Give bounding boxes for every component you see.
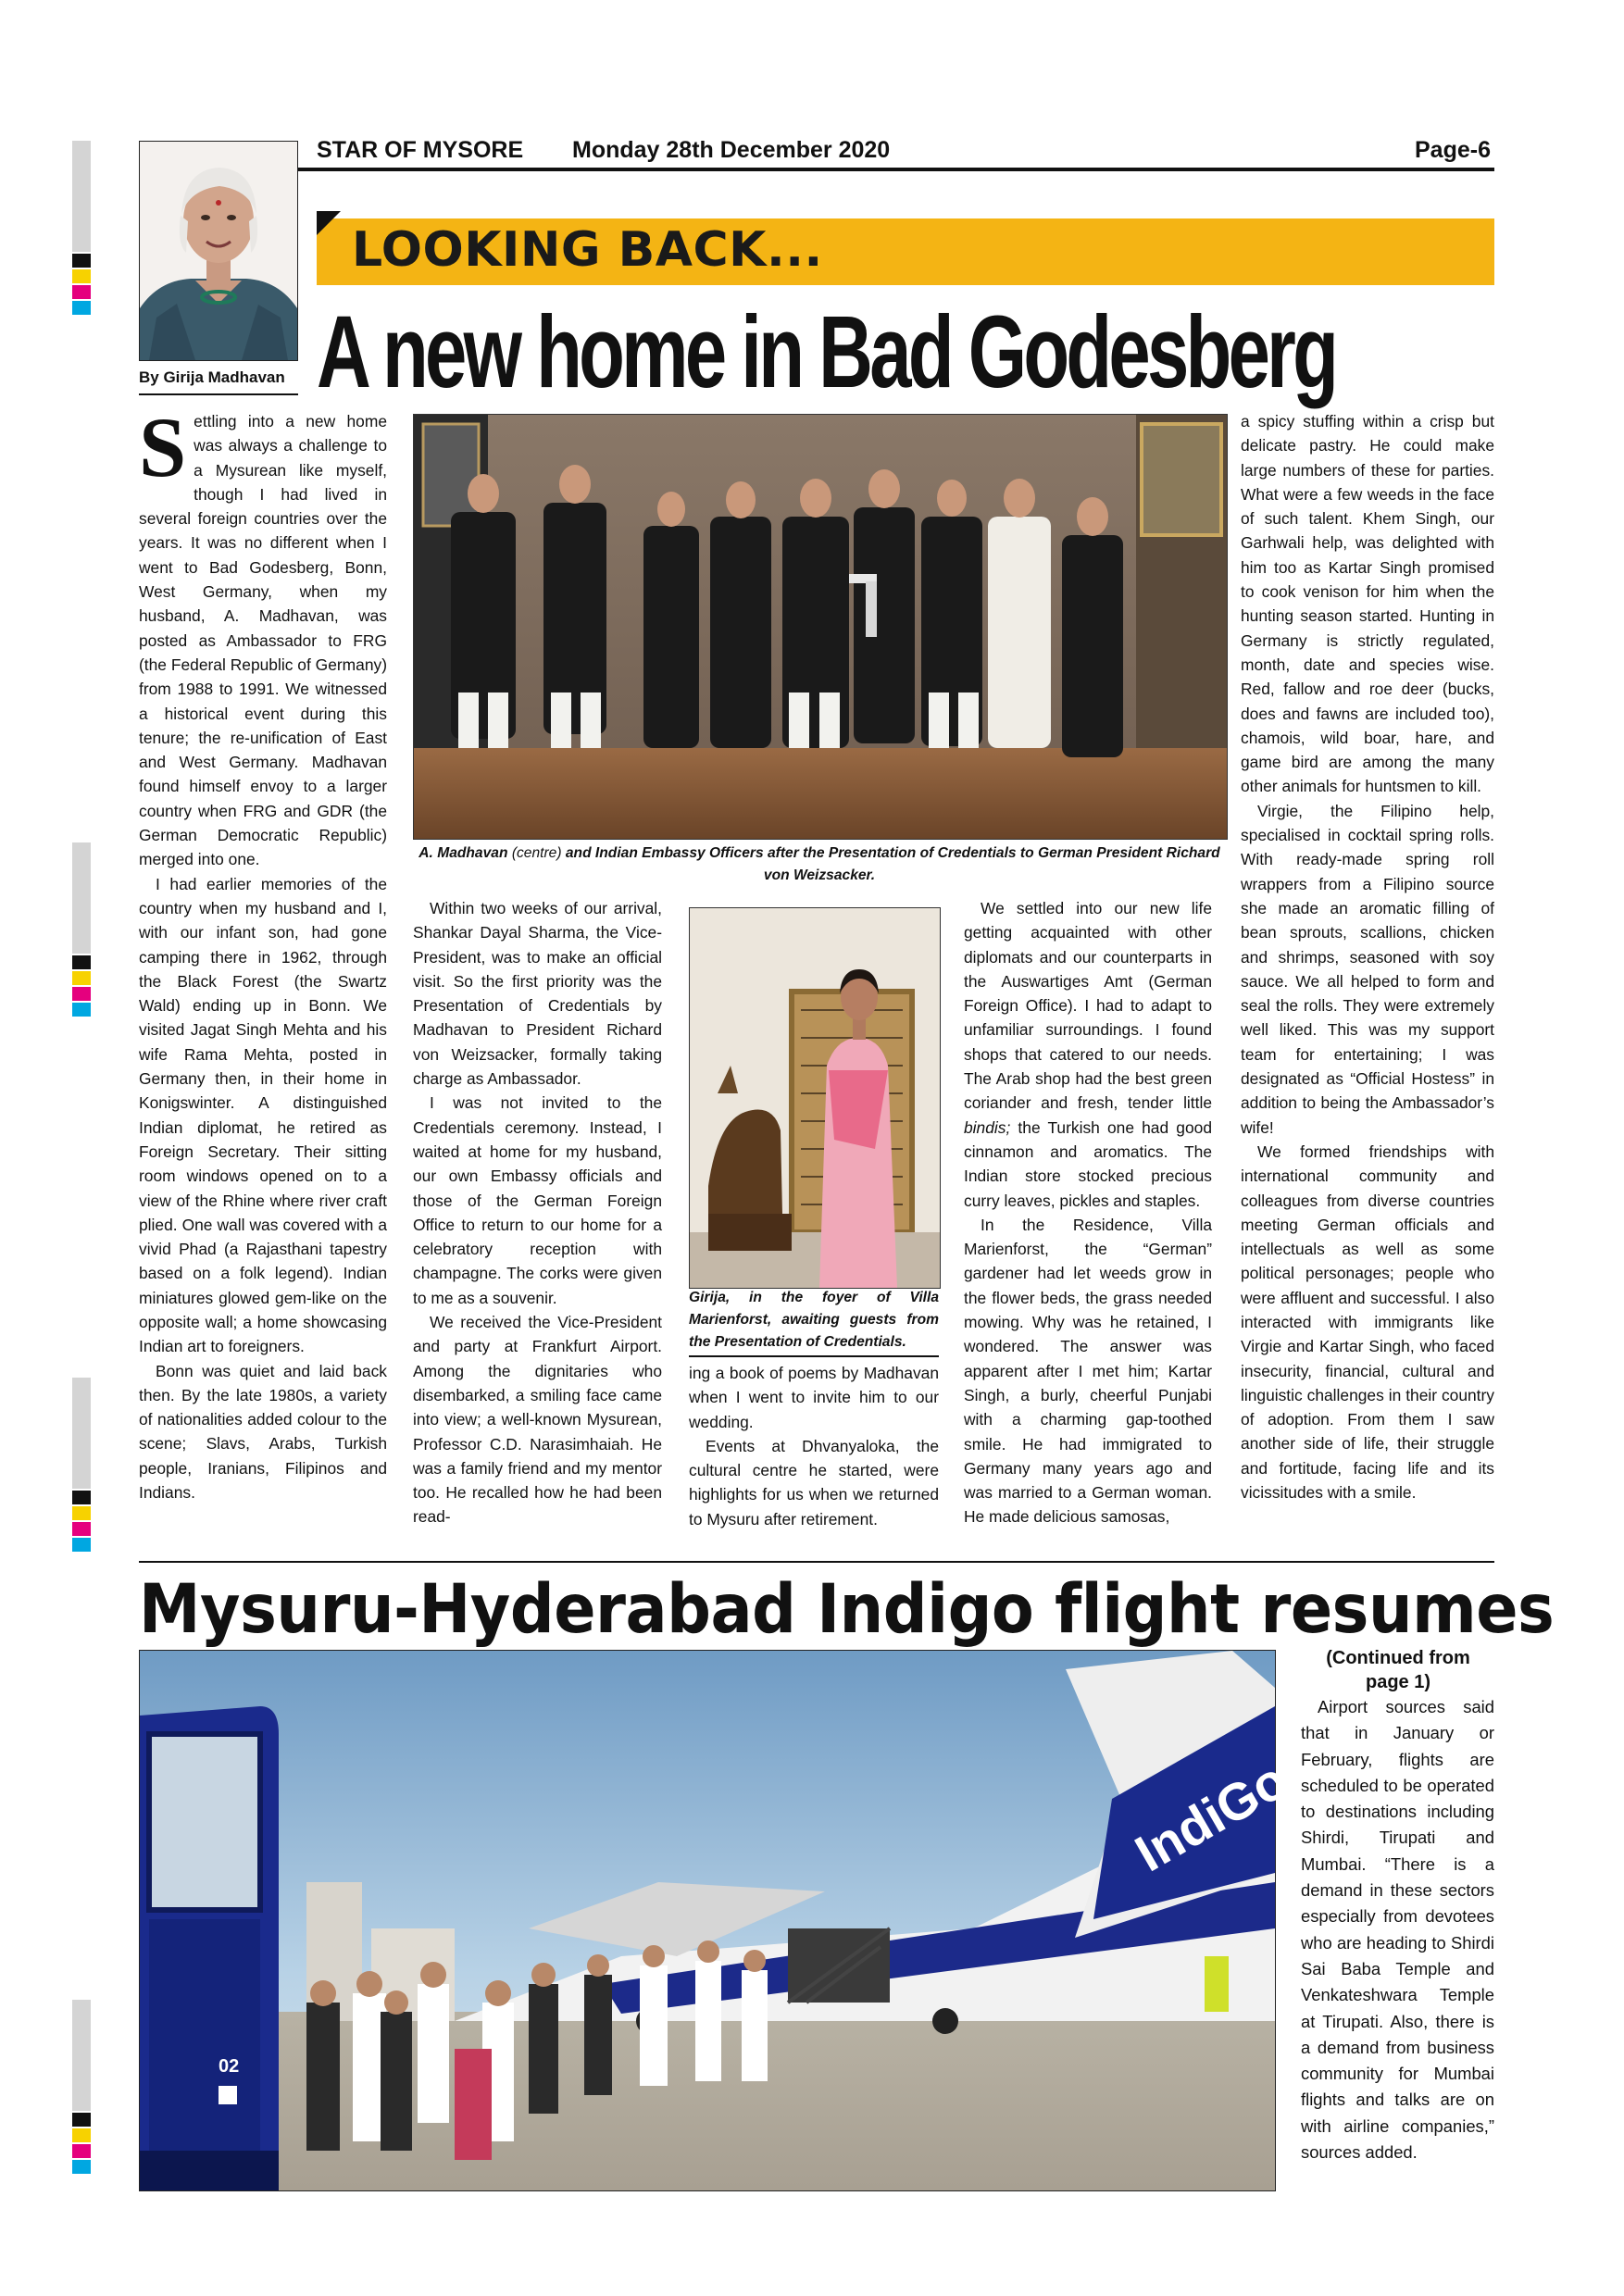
registration-swatch <box>72 2144 91 2158</box>
article-paragraph: We received the Vice-President and party at Frankfurt Airport. Among the dignitaries who disembarked, a smiling face came into view; a well-known Mysurean, Professor C.D. Narasimhaiah. He was a family friend and my mentor too. He recalled how he had been read- <box>413 1313 662 1527</box>
news-paragraph: Airport sources said that in January or February, flights are scheduled to be operated to destinations including Shirdi, Tirupati and Mumbai. “There is a demand in these sectors especially from devotees who are heading to Shirdi Sai Baba Temple and Venkateshwara Temple at Tirupati. Also, there is a demand from business community for Mumbai flights and talks are on with airline companies,” sources added. <box>1301 1697 1494 2163</box>
banner-notch <box>317 211 341 235</box>
aircraft-livery-text: IndiGo <box>1125 1750 1297 1883</box>
article-column-2 <box>413 896 662 1529</box>
author-portrait-image <box>140 142 297 360</box>
registration-swatch <box>72 2128 91 2142</box>
header-rule <box>298 168 1494 171</box>
credentials-caption-name: A. Madhavan <box>418 845 508 861</box>
article-paragraph: ing a book of poems by Madhavan when I went to invite him to our wedding. <box>689 1364 939 1431</box>
article-paragraph: We formed friendships with international community and colleagues from diverse countries meeting German officials and intellectuals as well as some political personages; people who were affluent and successful. I also interacted with immigrants like Virgie and Kartar Singh, who faced insecurity, financial, cultural and linguistic challenges in their country of adoption. From them I saw another side of life, their struggle and fortitude, facing life and its vicissitudes with a smile. <box>1241 1142 1494 1503</box>
continued-label: (Continued from page 1) <box>1326 1648 1470 1692</box>
article-paragraph: Within two weeks of our arrival, Shankar Dayal Sharma, the Vice-President, was to make an official visit. So the first priority was the Presentation of Credentials by Madhavan to President Richard von Weizsacker, formally taking charge as Ambassador. <box>413 899 662 1089</box>
registration-swatch <box>72 971 91 985</box>
registration-bar-bottom <box>72 2000 91 2111</box>
girija-photo-image <box>690 908 940 1288</box>
news-column <box>1301 1694 1494 2165</box>
registration-bar-mid <box>72 842 91 954</box>
col4-p1-em: bindis; <box>964 1117 1011 1137</box>
indigo-flight-photo <box>139 1650 1297 2191</box>
newspaper-name: STAR OF MYSORE <box>317 137 524 163</box>
article-column-5 <box>1241 409 1494 1504</box>
registration-bar-lower <box>72 1378 91 1489</box>
credentials-photo-image <box>414 415 1227 839</box>
col4-p1-b: the Turkish one had good cinnamon and aromatics. The Indian store stocked precious curry leaves, pickles and staples. <box>964 1117 1212 1210</box>
article-paragraph: Virgie, the Filipino help, specialised in cocktail spring rolls. With ready-made spring roll wrappers from a Filipino source she made an aromatic filling of bean sprouts, scallions, chicken and shrimps, seasoned with soy sauce. We all helped to form and seal the rolls. They were extremely well liked. This was my support team for entertaining; I was designated as “Official Hostess” in addition to being the Ambassador’s wife! <box>1241 801 1494 1137</box>
registration-swatch <box>72 1506 91 1520</box>
credentials-caption <box>413 842 1226 887</box>
news-headline: Mysuru-Hyderabad Indigo flight resumes <box>139 1570 1555 1649</box>
credentials-photo <box>413 414 1228 840</box>
registration-swatch <box>72 1538 91 1552</box>
girija-caption: Girija, in the foyer of Villa Marienforst, awaiting guests from the Presentation of Credentials. <box>689 1287 939 1357</box>
registration-swatch <box>72 301 91 315</box>
col1-p1-text: ettling into a new home was always a challenge to a Mysurean like myself, though I had lived in several foreign countries over the years. It was no different when I went to Bad Godesberg, Bonn, West Germany, when my husband, A. Madhavan, was posted as Ambassador to FRG (the Federal Republic of Germany) from 1988 to 1991. We witnessed a historical event during this tenure; the re-unification of East and West Germany. Madhavan found himself envoy to a larger country when FRG and GDR (the German Democratic Republic) merged into one. <box>139 412 387 869</box>
article-column-4 <box>964 896 1212 1529</box>
article-column-3 <box>689 1361 939 1531</box>
registration-swatch <box>72 955 91 969</box>
issue-date: Monday 28th December 2020 <box>572 137 891 163</box>
byline-rule <box>139 393 298 395</box>
registration-swatch <box>72 254 91 268</box>
registration-swatch <box>72 1522 91 1536</box>
girija-photo <box>689 907 941 1289</box>
registration-swatch <box>72 987 91 1001</box>
article-paragraph: In the Residence, Villa Marienforst, the “German” gardener had let weeds grow in the flower beds, the grass needed mowing. Why was he retained, I wondered. The answer was apparent after I met him; Kartar Singh, a burly, cheerful Punjabi with a charming gap-toothed smile. He had immigrated to Germany many years ago and was married to a German woman. He made delicious samosas, <box>964 1215 1212 1527</box>
page-number: Page-6 <box>1415 137 1491 163</box>
section-separator <box>139 1561 1494 1563</box>
byline: By Girija Madhavan <box>139 368 285 386</box>
registration-swatch <box>72 2160 91 2174</box>
credentials-caption-text: and Indian Embassy Officers after the Presentation of Credentials to German President Richard von Weizsacker. <box>561 845 1220 883</box>
article-paragraph: I was not invited to the Credentials ceremony. Instead, I waited at home for my husband, our own Embassy officials and those of the German Foreign Office to return to our home for a celebratory reception with champagne. The corks were given to me as a souvenir. <box>413 1093 662 1307</box>
section-label: LOOKING BACK... <box>352 222 823 278</box>
credentials-caption-paren: (centre) <box>511 845 562 861</box>
article-paragraph <box>964 896 1212 1213</box>
article-paragraph: Events at Dhvanyaloka, the cultural centre he started, were highlights for us when we returned to Mysuru after retirement. <box>689 1436 939 1529</box>
feature-headline: A new home in Bad Godesberg <box>317 295 1336 409</box>
registration-swatch <box>72 1003 91 1017</box>
article-paragraph: Bonn was quiet and laid back then. By the late 1980s, a variety of nationalities added colour to the scene; Slavs, Arabs, Turkish people, Iranians, Filipinos and Indians. <box>139 1361 387 1503</box>
author-portrait <box>139 141 298 361</box>
bus-number: 02 <box>219 2056 240 2077</box>
article-paragraph: I had earlier memories of the country when my husband and I, with our infant son, had gone camping there in 1962, through the Black Forest (the Swartz Wald) ending up in Bonn. We visited Jagat Singh Mehta and his wife Rama Mehta, posted in Germany then, in their home in Konigswinter. A distinguished Indian diplomat, he retired as Foreign Secretary. Their sitting room windows opened on to a view of the Rhine where river craft plied. One wall was covered with a vivid Phad (a Rajasthani tapestry based on a folk legend). Indian miniatures glowed gem-like on the opposite wall; a home showcasing Indian art to foreigners. <box>139 874 387 1356</box>
col4-p1-a: We settled into our new life getting acquainted with other diplomats and our counterparts in the Auswartiges Amt (German Foreign Office). I had to adapt to unfamiliar surroundings. I found shops that catered to our needs. The Arab shop had the best green coriander and fresh, tender little <box>964 899 1212 1113</box>
registration-swatch <box>72 2113 91 2127</box>
article-column-1 <box>139 400 387 1504</box>
indigo-flight-photo-image <box>140 1651 1297 2190</box>
registration-swatch <box>72 1491 91 1504</box>
registration-bar-top <box>72 141 91 252</box>
article-paragraph <box>139 400 387 872</box>
registration-swatch <box>72 269 91 283</box>
article-paragraph: a spicy stuffing within a crisp but delicate pastry. He could make large numbers of these for parties. What were a few weeds in the face of such talent. Khem Singh, our Garhwali help, was delighted with him too as Kartar Singh promised to cook venison for him when the hunting season started. Hunting in Germany is strictly regulated, month, date and species wise. Red, fallow and roe deer (bucks, does and fawns are included too), chamois, wild boar, hare, and game bird are among the many other animals for huntsmen to kill. <box>1241 412 1494 796</box>
drop-cap: S <box>139 400 187 494</box>
registration-swatch <box>72 285 91 299</box>
